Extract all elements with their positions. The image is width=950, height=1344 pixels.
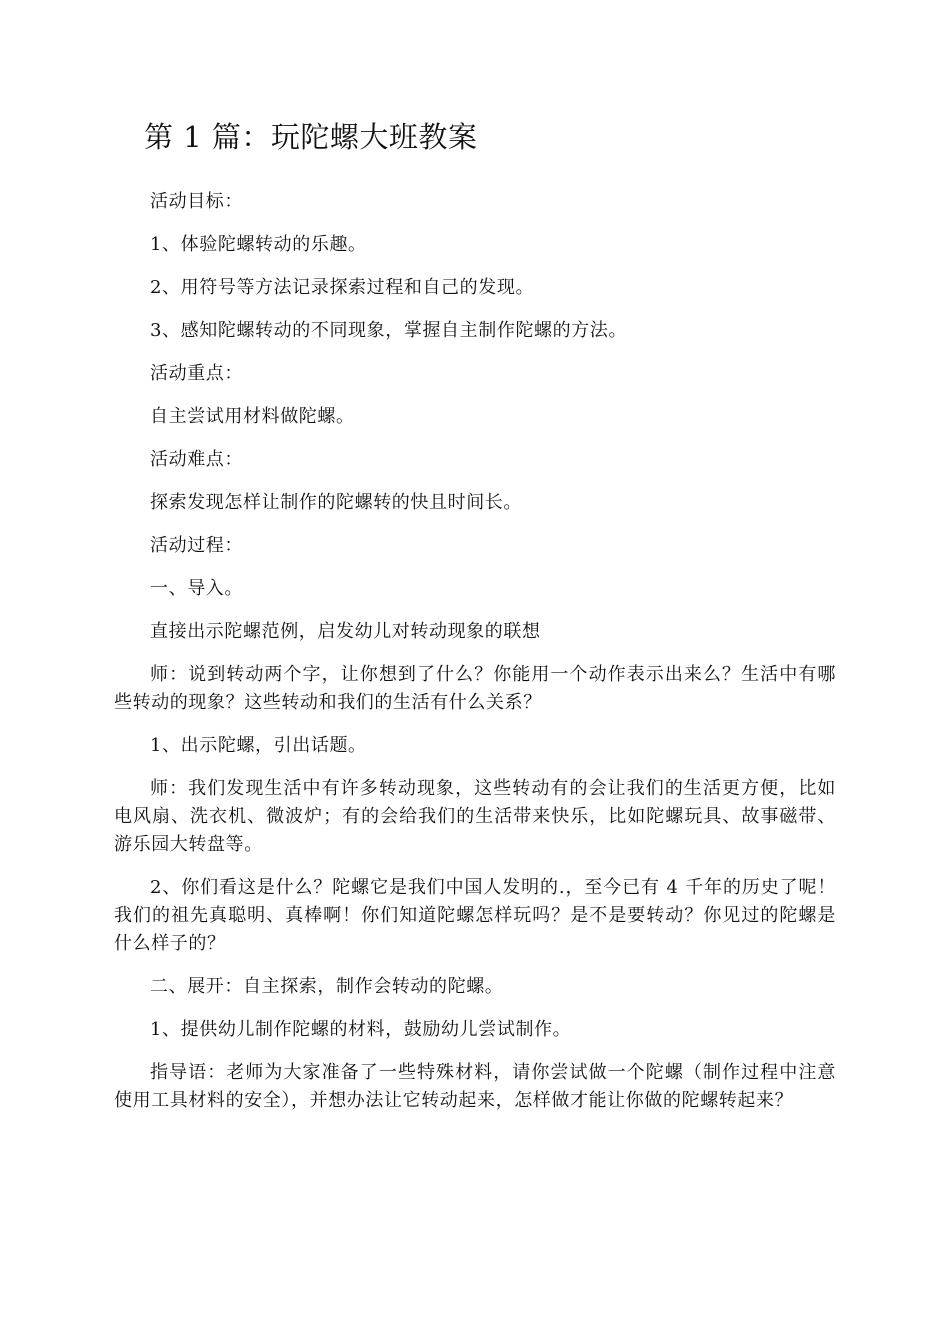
paragraph: 2、用符号等方法记录探索过程和自己的发现。	[150, 277, 535, 298]
paragraph: 探索发现怎样让制作的陀螺转的快且时间长。	[150, 492, 522, 513]
paragraph: 直接出示陀螺范例，启发幼儿对转动现象的联想	[150, 621, 541, 642]
document-body	[114, 112, 836, 1130]
paragraph: 二、展开：自主探索，制作会转动的陀螺。	[150, 976, 504, 997]
paragraph: 活动难点：	[150, 449, 243, 470]
document-title: 第 1 篇：玩陀螺大班教案	[144, 120, 478, 154]
paragraph: 指导语：老师为大家准备了一些特殊材料，请你尝试做一个陀螺（制作过程中注意使用工具材料的安全），并想办法让它转动起来，怎样做才能让你做的陀螺转起来？	[114, 1062, 836, 1111]
paragraph: 活动目标：	[150, 191, 243, 212]
paragraph: 自主尝试用材料做陀螺。	[150, 406, 355, 427]
paragraph: 活动重点：	[150, 363, 243, 384]
paragraph: 活动过程：	[150, 535, 243, 556]
paragraph: 师：说到转动两个字，让你想到了什么？你能用一个动作表示出来么？生活中有哪些转动的现象？这些转动和我们的生活有什么关系？	[114, 664, 836, 713]
paragraph: 1、出示陀螺，引出话题。	[150, 735, 367, 756]
paragraph: 师：我们发现生活中有许多转动现象，这些转动有的会让我们的生活更方便，比如电风扇、洗衣机、微波炉；有的会给我们的生活带来快乐，比如陀螺玩具、故事磁带、游乐园大转盘等。	[114, 778, 836, 855]
paragraph: 2、你们看这是什么？陀螺它是我们中国人发明的.，至今已有 4 千年的历史了呢！我们的祖先真聪明、真棒啊！你们知道陀螺怎样玩吗？是不是要转动？你见过的陀螺是什么样子的？	[114, 877, 836, 954]
paragraph: 1、提供幼儿制作陀螺的材料，鼓励幼儿尝试制作。	[150, 1019, 572, 1040]
paragraph: 一、导入。	[150, 578, 243, 599]
paragraph: 1、体验陀螺转动的乐趣。	[150, 234, 367, 255]
paragraph: 3、感知陀螺转动的不同现象，掌握自主制作陀螺的方法。	[150, 320, 628, 341]
